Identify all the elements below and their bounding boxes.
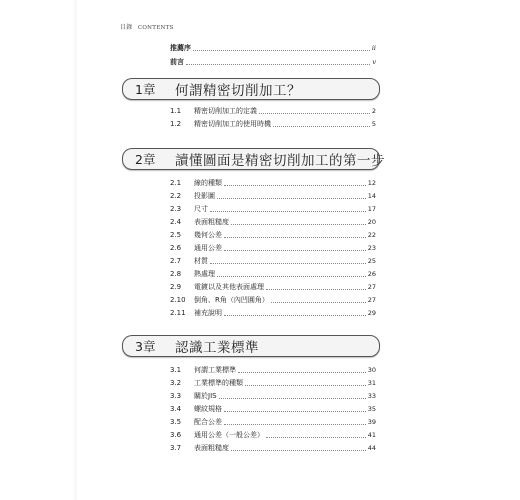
section-number: 3.4 — [170, 405, 182, 413]
chapter-title: 何謂精密切削加工？ — [175, 83, 301, 99]
section-title: 熱處理 — [194, 270, 215, 278]
section-title: 電鍍以及其他表面處理 — [194, 283, 264, 291]
section-number: 2.2 — [170, 192, 182, 200]
section-number: 3.5 — [170, 418, 182, 426]
section-page: 25 — [367, 257, 376, 265]
section-page: 23 — [367, 244, 376, 252]
dot-leader — [219, 397, 366, 399]
toc-entry-1-2[interactable] — [170, 120, 376, 129]
toc-entry-3-3[interactable] — [170, 392, 376, 401]
section-number: 2.9 — [170, 283, 182, 291]
dot-leader — [217, 197, 366, 199]
toc-entry-2-3[interactable] — [170, 205, 376, 214]
dot-leader — [224, 236, 366, 238]
section-page: 22 — [367, 231, 376, 239]
section-title: 工業標準的種類 — [194, 379, 243, 387]
toc-entry-3-2[interactable] — [170, 379, 376, 388]
running-header — [120, 22, 174, 31]
section-page: 35 — [367, 405, 376, 413]
chapter-number: 3章 — [135, 339, 156, 354]
section-page: 5 — [371, 120, 376, 128]
section-number: 2.4 — [170, 218, 182, 226]
toc-entry-2-9[interactable] — [170, 283, 376, 292]
section-number: 1.2 — [170, 120, 182, 128]
section-number: 3.2 — [170, 379, 182, 387]
chapter-title: 讀懂圖面是精密切削加工的第一步 — [175, 153, 385, 169]
section-number: 3.7 — [170, 444, 182, 452]
section-page: 30 — [367, 366, 376, 374]
section-page: 29 — [367, 309, 376, 317]
section-number: 2.11 — [170, 309, 186, 317]
dot-leader — [186, 63, 370, 65]
toc-entry-2-6[interactable] — [170, 244, 376, 253]
toc-entry-2-5[interactable] — [170, 231, 376, 240]
section-title: 何謂工業標準 — [194, 366, 236, 374]
chapter-3-heading[interactable] — [122, 335, 380, 357]
section-page: 20 — [367, 218, 376, 226]
toc-entry-2-7[interactable] — [170, 257, 376, 266]
toc-entry-2-8[interactable] — [170, 270, 376, 279]
dot-leader — [224, 184, 366, 186]
dot-leader — [224, 423, 366, 425]
dot-leader — [245, 384, 366, 386]
section-title: 精密切削加工的定義 — [194, 107, 257, 115]
section-number: 3.3 — [170, 392, 182, 400]
dot-leader — [273, 125, 370, 127]
section-number: 2.3 — [170, 205, 182, 213]
section-page: 2 — [371, 107, 376, 115]
entry-title: 推薦序 — [170, 44, 191, 52]
section-page: 41 — [367, 431, 376, 439]
section-title: 螺紋規格 — [194, 405, 222, 413]
chapter-2-heading[interactable] — [122, 148, 385, 170]
section-title: 尺寸 — [194, 205, 208, 213]
toc-entry-3-7[interactable] — [170, 444, 376, 453]
dot-leader — [266, 288, 366, 290]
running-header-en: CONTENTS — [137, 25, 174, 31]
section-number: 2.8 — [170, 270, 182, 278]
toc-entry-2-2[interactable] — [170, 192, 376, 201]
chapter-title: 認識工業標準 — [175, 340, 259, 356]
section-page: 12 — [367, 179, 376, 187]
dot-leader — [224, 249, 366, 251]
section-title: 投影圖 — [194, 192, 215, 200]
section-number: 3.1 — [170, 366, 182, 374]
dot-leader — [231, 449, 366, 451]
section-page: 39 — [367, 418, 376, 426]
dot-leader — [259, 112, 370, 114]
section-title: 材質 — [194, 257, 208, 265]
entry-page: v — [372, 58, 376, 66]
section-page: 27 — [367, 296, 376, 304]
dot-leader — [271, 301, 366, 303]
section-title: 配合公差 — [194, 418, 222, 426]
section-page: 26 — [367, 270, 376, 278]
section-title: 幾何公差 — [194, 231, 222, 239]
section-number: 2.7 — [170, 257, 182, 265]
section-title: 通用公差 — [194, 244, 222, 252]
section-page: 17 — [367, 205, 376, 213]
section-number: 2.1 — [170, 179, 182, 187]
toc-entry-3-1[interactable] — [170, 366, 376, 375]
section-number: 2.6 — [170, 244, 182, 252]
chapter-1-heading[interactable] — [122, 78, 380, 100]
toc-entry-2-1[interactable] — [170, 179, 376, 188]
section-title: 補充說明 — [194, 309, 222, 317]
section-title: 倒角、R角（內凹圓角） — [194, 296, 269, 304]
section-title: 表面粗糙度 — [194, 218, 229, 226]
running-header-zh: 目錄 — [120, 24, 133, 31]
section-title: 表面粗糙度 — [194, 444, 229, 452]
entry-page: ii — [371, 44, 376, 52]
toc-entry-3-4[interactable] — [170, 405, 376, 414]
chapter-number: 1章 — [135, 82, 156, 97]
entry-title: 前言 — [170, 58, 184, 66]
front-matter-entry-preface[interactable] — [170, 44, 376, 53]
dot-leader — [210, 262, 366, 264]
chapter-number: 2章 — [135, 152, 156, 167]
section-number: 1.1 — [170, 107, 182, 115]
section-page: 27 — [367, 283, 376, 291]
toc-entry-2-10[interactable] — [170, 296, 376, 305]
toc-entry-2-11[interactable] — [170, 309, 376, 318]
toc-entry-1-1[interactable] — [170, 107, 376, 116]
section-number: 2.5 — [170, 231, 182, 239]
dot-leader — [210, 210, 366, 212]
section-title: 線的種類 — [194, 179, 222, 187]
section-title: 關於JIS — [194, 392, 217, 400]
section-number: 2.10 — [170, 296, 186, 304]
toc-entry-2-4[interactable] — [170, 218, 376, 227]
dot-leader — [217, 275, 366, 277]
section-page: 31 — [367, 379, 376, 387]
front-matter-entry-foreword[interactable] — [170, 58, 376, 67]
toc-entry-3-6[interactable] — [170, 431, 376, 440]
section-title: 通用公差（一般公差） — [194, 431, 264, 439]
dot-leader — [193, 49, 370, 51]
section-page: 14 — [367, 192, 376, 200]
dot-leader — [224, 314, 366, 316]
dot-leader — [238, 371, 366, 373]
section-page: 33 — [367, 392, 376, 400]
section-page: 44 — [367, 444, 376, 452]
section-title: 精密切削加工的使用時機 — [194, 120, 271, 128]
dot-leader — [231, 223, 366, 225]
dot-leader — [266, 436, 366, 438]
dot-leader — [224, 410, 366, 412]
toc-entry-3-5[interactable] — [170, 418, 376, 427]
section-number: 3.6 — [170, 431, 182, 439]
